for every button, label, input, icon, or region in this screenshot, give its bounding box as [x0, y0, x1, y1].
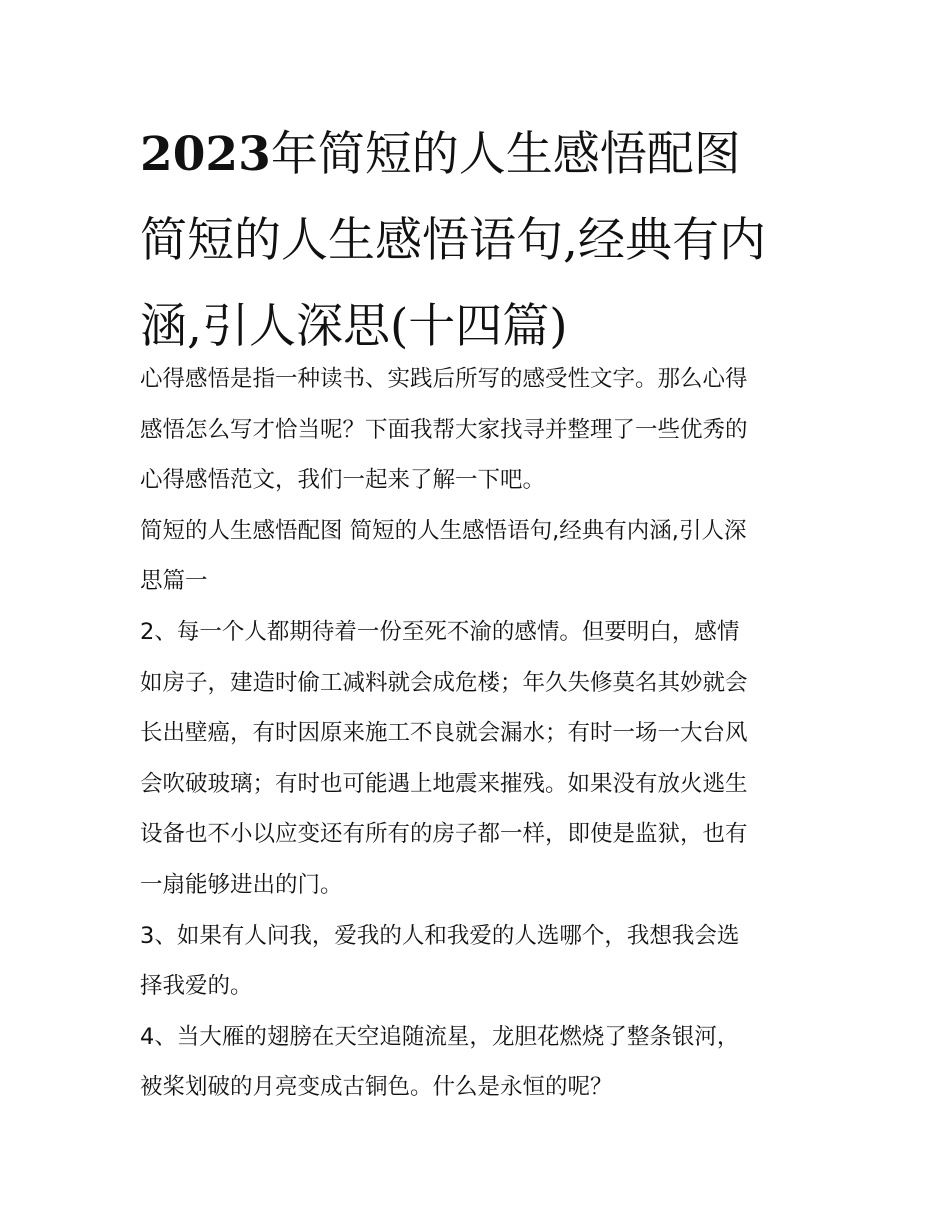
body-line: 长出壁癌，有时因原来施工不良就会漏水；有时一场一大台风	[140, 720, 748, 747]
body-line: 如房子，建造时偷工减料就会成危楼；年久失修莫名其妙就会	[140, 669, 748, 696]
body-line: 一扇能够进出的门。	[140, 871, 343, 898]
title-line-1-text: 年简短的人生感悟配图	[270, 127, 741, 182]
body-line: 心得感悟范文，我们一起来了解一下吧。	[140, 467, 546, 494]
body-line: 思篇一	[140, 568, 208, 595]
body-line: 择我爱的。	[140, 973, 253, 1000]
body-line: 3、如果有人问我，爱我的人和我爱的人选哪个，我想我会选	[140, 922, 740, 949]
title-line-1	[140, 112, 820, 198]
body-line: 设备也不小以应变还有所有的房子都一样，即使是监狱，也有	[140, 821, 748, 848]
body-line: 简短的人生感悟配图 简短的人生感悟语句,经典有内涵,引人深	[140, 517, 747, 544]
body-line: 会吹破玻璃；有时也可能遇上地震来摧残。如果没有放火逃生	[140, 770, 748, 797]
body-line: 被桨划破的月亮变成古铜色。什么是永恒的呢？	[140, 1074, 613, 1101]
body-line: 4、当大雁的翅膀在天空追随流星，龙胆花燃烧了整条银河，	[140, 1023, 740, 1050]
body-line: 2、每一个人都期待着一份至死不渝的感情。但要明白，感情	[140, 618, 740, 645]
title-year: 2023	[140, 127, 271, 182]
body-line: 感悟怎么写才恰当呢？下面我帮大家找寻并整理了一些优秀的	[140, 416, 748, 443]
title-line-2: 简短的人生感悟语句,经典有内	[140, 213, 766, 268]
document-title	[140, 112, 820, 370]
title-line-3: 涵,引人深思(十四篇)	[140, 299, 568, 354]
document-body	[140, 354, 820, 1113]
body-line: 心得感悟是指一种读书、实践后所写的感受性文字。那么心得	[140, 366, 748, 392]
